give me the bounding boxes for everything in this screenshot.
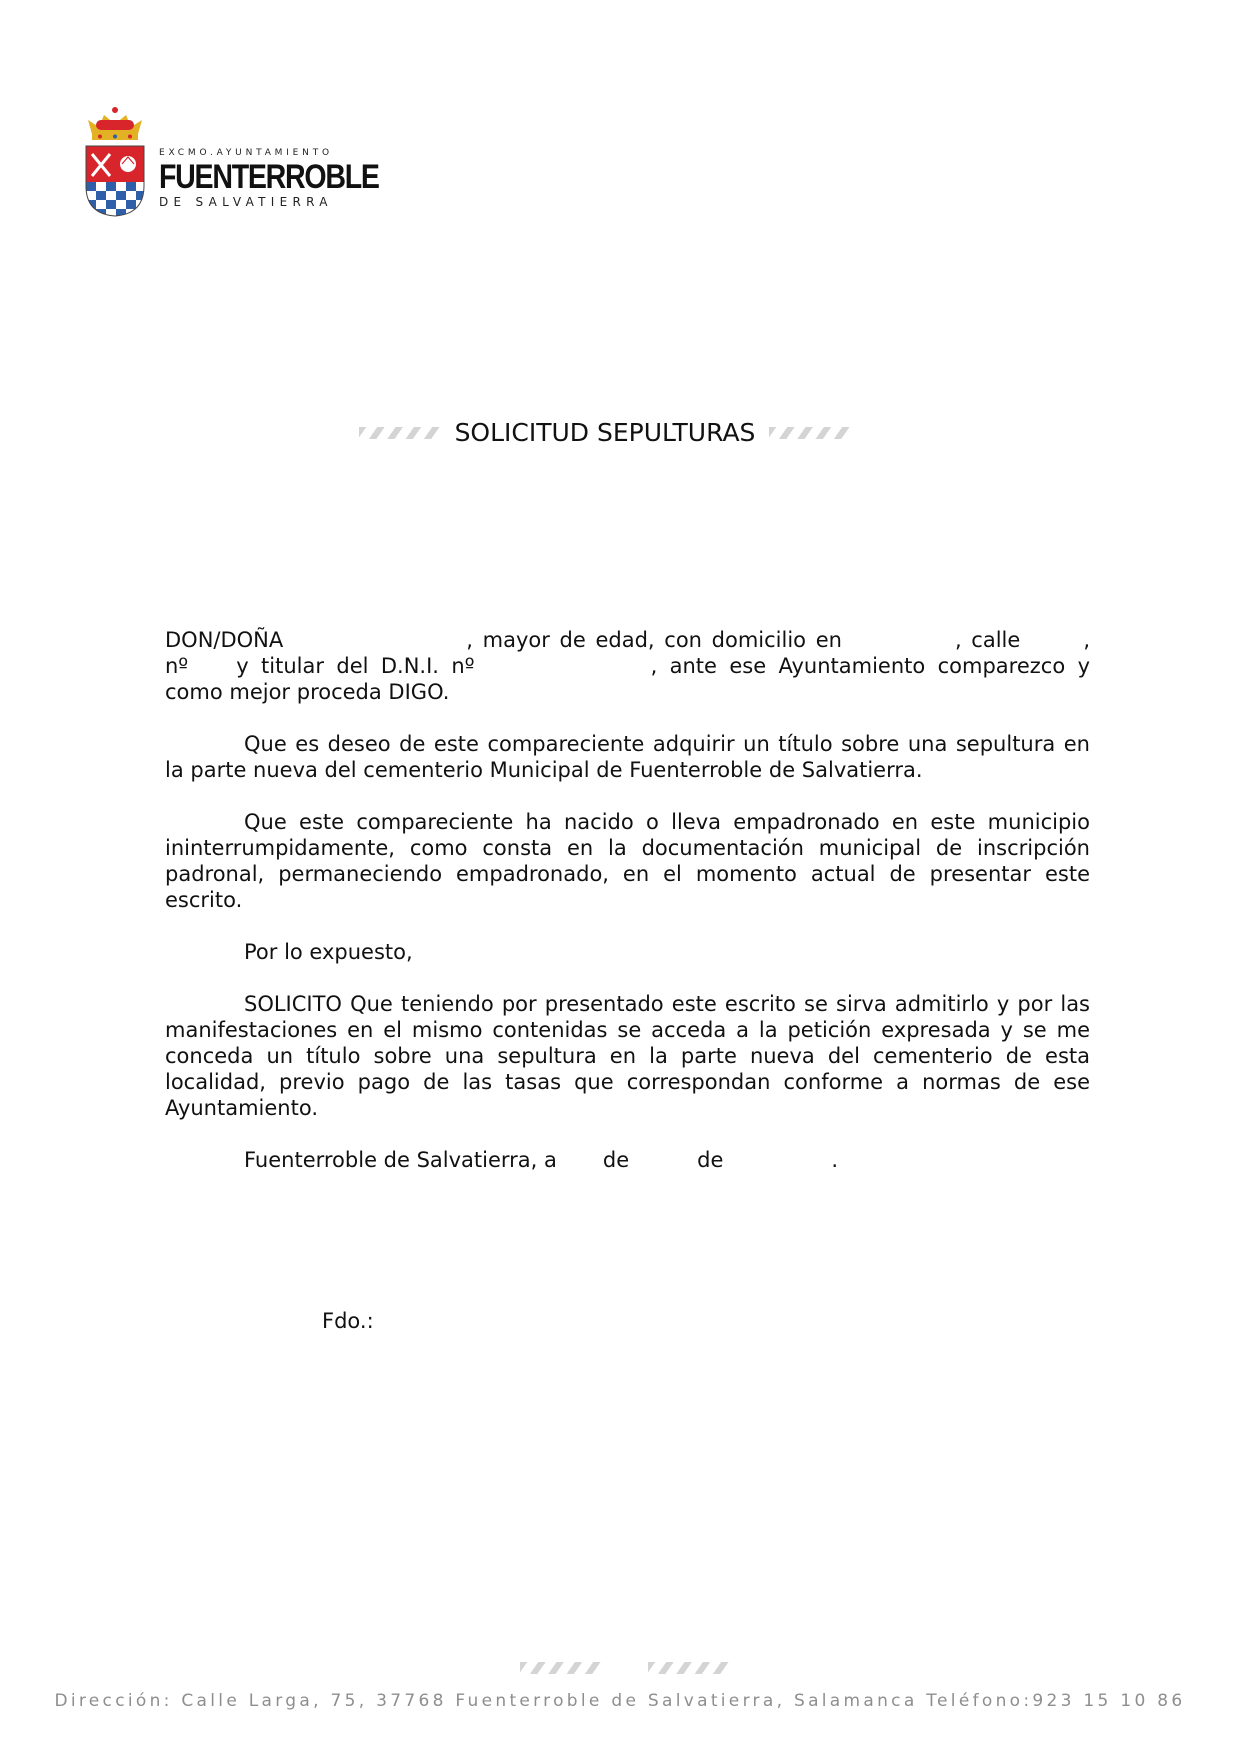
footer-decoration-right	[648, 1662, 730, 1674]
signature-label: Fdo.:	[322, 1309, 374, 1333]
title-decoration-left	[359, 427, 441, 439]
domicile-label: , mayor de edad, con domicilio en	[466, 628, 842, 652]
paragraph-identification	[165, 627, 1090, 705]
number-label: nº	[165, 654, 189, 678]
comma: ,	[1083, 628, 1091, 652]
title-row	[0, 418, 1210, 447]
date-line	[165, 1147, 1090, 1173]
logo-text	[159, 148, 429, 209]
logo-main-text: FUENTERROBLE	[159, 158, 379, 196]
don-dona-label: DON/DOÑA	[165, 628, 284, 652]
paragraph-solicito: SOLICITO Que teniendo por presentado este escrito se sirva admitirlo y por las manifestaciones en el mismo contenidas se acceda a la petición expresada y se me conceda un título sobre una sepultura en la parte nueva del cementerio de esta localidad, previo pago de las tasas que correspondan conforme a normas de ese Ayuntamiento.	[165, 992, 1090, 1120]
footer-decoration	[520, 1662, 730, 1674]
date-de-2: de	[697, 1148, 724, 1172]
date-period: .	[831, 1148, 839, 1172]
paragraph-residency: Que este compareciente ha nacido o lleva empadronado en este municipio ininterrumpidamente, como consta en la documentación municipal de inscripción padronal, permaneciendo empadronado, en el momento actual de presentar este escrito.	[165, 810, 1090, 912]
footer-decoration-left	[520, 1662, 602, 1674]
title-decoration-right	[769, 427, 851, 439]
page-title: SOLICITUD SEPULTURAS	[454, 418, 756, 447]
date-place: Fuenterroble de Salvatierra, a	[244, 1148, 557, 1172]
paragraph-request-intent: Que es deseo de este compareciente adquirir un título sobre una sepultura en la parte nueva del cementerio Municipal de Fuenterroble de Salvatierra.	[165, 732, 1090, 782]
footer-address: Dirección: Calle Larga, 75, 37768 Fuenterroble de Salvatierra, Salamanca Teléfono:923 15 10 86	[54, 1691, 1186, 1711]
logo-sub-text: DE SALVATIERRA	[159, 195, 333, 209]
paragraph-expuesto: Por lo expuesto,	[244, 940, 413, 964]
document-body	[165, 627, 1090, 1199]
street-label: , calle	[954, 628, 1021, 652]
date-de-1: de	[602, 1148, 630, 1172]
appearance-text: , ante ese Ayuntamiento comparezco y como mejor proceda DIGO.	[165, 654, 1090, 704]
coat-of-arms-icon	[84, 106, 146, 218]
logo-top-text: EXCMO.AYUNTAMIENTO	[159, 148, 333, 158]
dni-label: y titular del D.N.I. nº	[236, 654, 475, 678]
